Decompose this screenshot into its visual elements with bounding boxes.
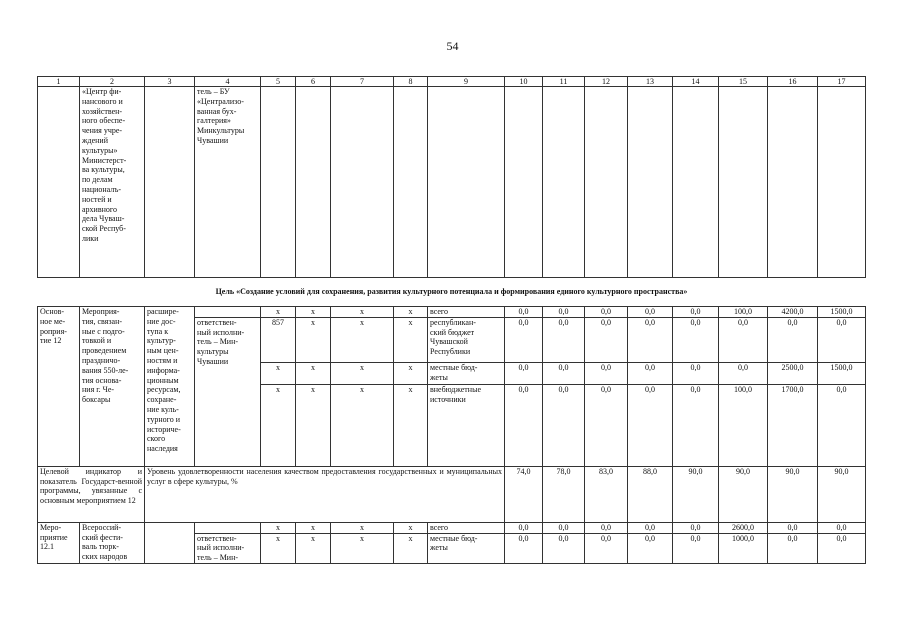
value-cell: 100,0 (719, 384, 768, 466)
executor-cell: тель – БУ «Централизо- ванная бух- галтерия» Минкультуры Чувашии (195, 87, 261, 278)
value-cell: 0,0 (585, 307, 628, 318)
code-cell: x (331, 533, 394, 563)
code-cell: x (296, 533, 331, 563)
event-type-cell: Меро- приятие 12.1 (38, 522, 80, 563)
value-cell: 0,0 (505, 533, 543, 563)
cell (394, 87, 428, 278)
col-num: 3 (145, 77, 195, 87)
event-name-cell: Мероприя- тия, связан- ные с подго- товкой и проведением праздничо- вания 550-ле- тия основа- ния г. Че- боксары (80, 307, 145, 467)
value-cell: 83,0 (585, 466, 628, 522)
code-cell: x (394, 307, 428, 318)
value-cell: 4200,0 (768, 307, 818, 318)
code-cell: x (261, 307, 296, 318)
cell (195, 522, 261, 533)
cell (261, 87, 296, 278)
value-cell: 0,0 (818, 533, 866, 563)
executor-cell: ответствен- ный исполни- тель – Мин- культуры Чувашии (195, 317, 261, 466)
value-cell: 0,0 (818, 317, 866, 362)
source-cell: внебюджетные источники (428, 384, 505, 466)
cell (719, 87, 768, 278)
indicator-label: Целевой индикатор и показатель Государст-венной программы, увязанные с основным мероприятием 12 (38, 466, 145, 522)
value-cell: 0,0 (818, 522, 866, 533)
col-num: 2 (80, 77, 145, 87)
value-cell: 0,0 (768, 522, 818, 533)
col-num: 16 (768, 77, 818, 87)
code-cell: x (296, 522, 331, 533)
event-type-cell: Основ- ное ме- роприя- тие 12 (38, 307, 80, 467)
goal-heading: Цель «Создание условий для сохранения, развития культурного потенциала и формирования единого культурного пространства» (38, 278, 866, 307)
value-cell: 2600,0 (719, 522, 768, 533)
value-cell: 0,0 (585, 522, 628, 533)
value-cell: 2500,0 (768, 362, 818, 384)
code-cell: x (331, 362, 394, 384)
source-cell: всего (428, 522, 505, 533)
cell (505, 87, 543, 278)
table-row (38, 522, 866, 533)
cell (543, 87, 585, 278)
cell (818, 87, 866, 278)
code-cell: x (296, 307, 331, 318)
continuation-row (38, 87, 866, 278)
code-cell: x (261, 522, 296, 533)
code-cell: x (296, 362, 331, 384)
value-cell: 0,0 (543, 522, 585, 533)
indicator-row (38, 466, 866, 522)
column-number-row (38, 77, 866, 87)
col-num: 7 (331, 77, 394, 87)
value-cell: 0,0 (719, 362, 768, 384)
code-cell: x (261, 533, 296, 563)
code-cell: x (394, 362, 428, 384)
col-num: 12 (585, 77, 628, 87)
value-cell: 0,0 (543, 362, 585, 384)
value-cell: 88,0 (628, 466, 673, 522)
cell (428, 87, 505, 278)
value-cell: 0,0 (628, 307, 673, 318)
col-num: 10 (505, 77, 543, 87)
source-cell: местные бюд- жеты (428, 533, 505, 563)
value-cell: 0,0 (585, 317, 628, 362)
program-table (37, 76, 866, 564)
indicator-text: Уровень удовлетворенности населения качеством предоставления государственных и муниципальных услуг в сфере культуры, % (145, 466, 505, 522)
col-num: 14 (673, 77, 719, 87)
value-cell: 0,0 (505, 317, 543, 362)
code-cell: 857 (261, 317, 296, 362)
code-cell: x (261, 362, 296, 384)
value-cell: 0,0 (505, 307, 543, 318)
cell (331, 87, 394, 278)
value-cell: 0,0 (818, 384, 866, 466)
cell (145, 87, 195, 278)
value-cell: 90,0 (673, 466, 719, 522)
value-cell: 1000,0 (719, 533, 768, 563)
value-cell: 0,0 (543, 384, 585, 466)
code-cell: x (296, 384, 331, 466)
col-num: 11 (543, 77, 585, 87)
value-cell: 0,0 (628, 317, 673, 362)
table-row (38, 307, 866, 318)
code-cell: x (261, 384, 296, 466)
performer-cell: «Центр фи- нансового и хозяйствен- ного обеспе- чения учре- ждений культуры» Министерст- ва культуры, по делам националъ- ностей и архивного дела Чуваш- ской Респуб- лики (80, 87, 145, 278)
value-cell: 0,0 (673, 307, 719, 318)
code-cell: x (331, 522, 394, 533)
value-cell: 78,0 (543, 466, 585, 522)
value-cell: 74,0 (505, 466, 543, 522)
col-num: 1 (38, 77, 80, 87)
code-cell: x (394, 533, 428, 563)
cell (145, 522, 195, 563)
code-cell: x (394, 384, 428, 466)
event-name-cell: Всероссий- ский фести- валь тюрк- ских народов (80, 522, 145, 563)
value-cell: 0,0 (673, 384, 719, 466)
col-num: 8 (394, 77, 428, 87)
col-num: 9 (428, 77, 505, 87)
col-num: 5 (261, 77, 296, 87)
code-cell: x (331, 384, 394, 466)
page-number: 54 (446, 39, 459, 53)
value-cell: 90,0 (768, 466, 818, 522)
value-cell: 0,0 (673, 522, 719, 533)
source-cell: местные бюд- жеты (428, 362, 505, 384)
value-cell: 1500,0 (818, 307, 866, 318)
value-cell: 90,0 (818, 466, 866, 522)
value-cell: 0,0 (673, 533, 719, 563)
value-cell: 0,0 (543, 307, 585, 318)
value-cell: 0,0 (768, 317, 818, 362)
cell (195, 307, 261, 318)
value-cell: 0,0 (505, 522, 543, 533)
event-goal-cell: расшире- ние дос- тупа к культур- ным цен- ностям и информа- ционным ресурсам, сохране- ние куль- турного и историче- ского наследия (145, 307, 195, 467)
value-cell: 100,0 (719, 307, 768, 318)
value-cell: 1500,0 (818, 362, 866, 384)
code-cell: x (394, 522, 428, 533)
value-cell: 0,0 (585, 362, 628, 384)
col-num: 17 (818, 77, 866, 87)
value-cell: 1700,0 (768, 384, 818, 466)
col-num: 13 (628, 77, 673, 87)
cell (628, 87, 673, 278)
source-cell: республикан- ский бюджет Чувашской Республики (428, 317, 505, 362)
value-cell: 0,0 (628, 522, 673, 533)
cell (38, 87, 80, 278)
col-num: 4 (195, 77, 261, 87)
value-cell: 0,0 (673, 317, 719, 362)
value-cell: 0,0 (543, 533, 585, 563)
source-cell: всего (428, 307, 505, 318)
value-cell: 0,0 (768, 533, 818, 563)
value-cell: 0,0 (673, 362, 719, 384)
value-cell: 0,0 (585, 384, 628, 466)
value-cell: 0,0 (505, 384, 543, 466)
cell (768, 87, 818, 278)
cell (673, 87, 719, 278)
value-cell: 0,0 (719, 317, 768, 362)
goal-row (38, 278, 866, 307)
code-cell: x (394, 317, 428, 362)
cell (296, 87, 331, 278)
cell (585, 87, 628, 278)
code-cell: x (331, 307, 394, 318)
col-num: 6 (296, 77, 331, 87)
col-num: 15 (719, 77, 768, 87)
value-cell: 0,0 (628, 533, 673, 563)
value-cell: 0,0 (585, 533, 628, 563)
value-cell: 90,0 (719, 466, 768, 522)
code-cell: x (331, 317, 394, 362)
value-cell: 0,0 (628, 384, 673, 466)
value-cell: 0,0 (628, 362, 673, 384)
executor-cell: ответствен- ный исполни- тель – Мин- (195, 533, 261, 563)
code-cell: x (296, 317, 331, 362)
value-cell: 0,0 (505, 362, 543, 384)
value-cell: 0,0 (543, 317, 585, 362)
